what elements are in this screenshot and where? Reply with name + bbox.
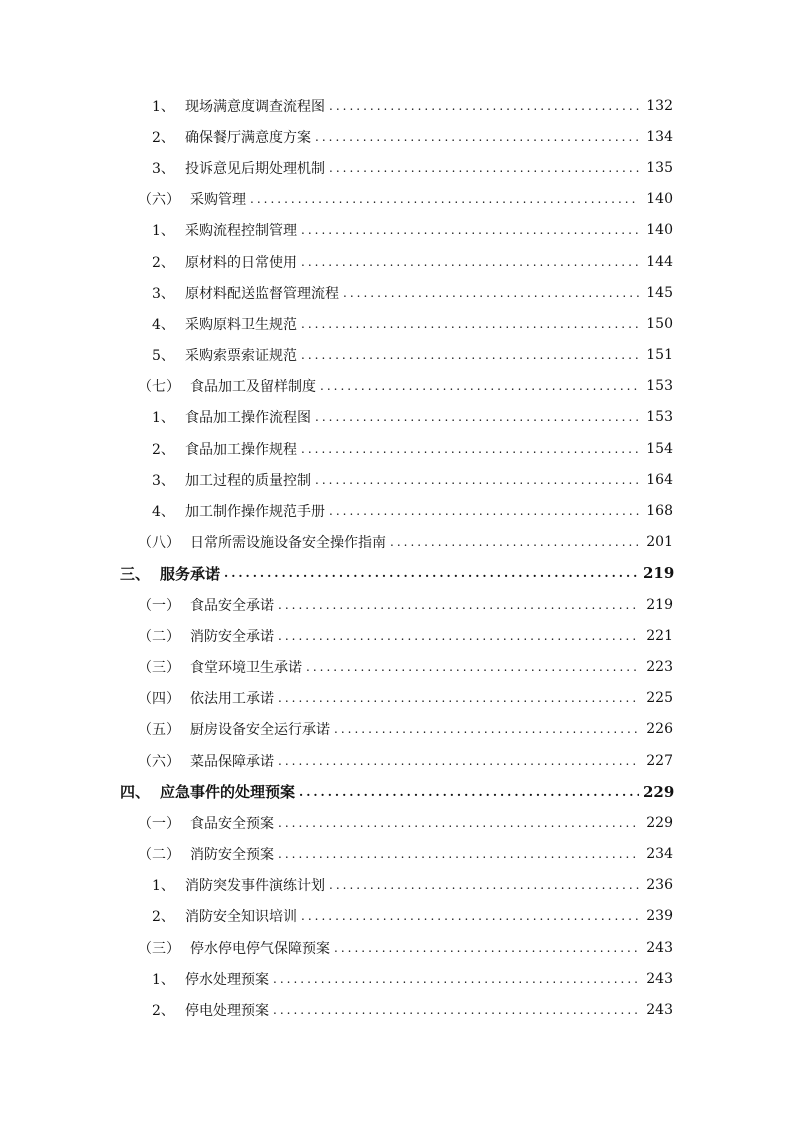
toc-entry-number: 1、: [152, 98, 175, 115]
toc-entry-title: 菜品保障承诺: [190, 753, 274, 770]
toc-entry[interactable]: [0, 589, 673, 620]
toc-entry[interactable]: [0, 651, 673, 682]
toc-entry-title: 加工过程的质量控制: [185, 472, 311, 489]
toc-entry-page: 135: [646, 159, 673, 176]
dot-leader: [343, 286, 639, 300]
toc-entry-number: 4、: [152, 316, 175, 333]
toc-entry-title: 投诉意见后期处理机制: [185, 160, 325, 177]
toc-entry-title: 食品安全预案: [190, 815, 274, 832]
toc-entry-number: （七）: [138, 379, 180, 396]
toc-entry-page: 144: [646, 253, 673, 270]
toc-entry-page: 145: [646, 284, 673, 301]
toc-entry[interactable]: [0, 963, 673, 994]
toc-entry-title: 消防安全承诺: [190, 628, 274, 645]
toc-entry-page: 168: [646, 503, 673, 520]
toc-entry-number: （一）: [138, 597, 180, 614]
toc-entry-title: 食品加工操作规程: [185, 441, 297, 458]
toc-entry-page: 132: [646, 97, 673, 114]
toc-entry-page: 140: [646, 222, 673, 239]
toc-entry-title: 厨房设备安全运行承诺: [190, 722, 330, 739]
toc-entry[interactable]: [0, 277, 673, 308]
toc-entry-number: （五）: [138, 722, 180, 739]
dot-leader: [301, 909, 639, 923]
toc-entry-title: 服务承诺: [160, 564, 221, 583]
dot-leader: [273, 972, 639, 986]
toc-entry[interactable]: [0, 433, 673, 464]
toc-entry[interactable]: [0, 839, 673, 870]
toc-entry-number: （二）: [138, 628, 180, 645]
toc-entry-page: 226: [646, 721, 673, 738]
toc-entry-number: 3、: [152, 160, 175, 177]
dot-leader: [278, 629, 639, 643]
toc-entry-page: 151: [646, 347, 673, 364]
dot-leader: [278, 691, 639, 705]
toc-entry-page: 153: [646, 409, 673, 426]
toc-entry-number: 2、: [152, 129, 175, 146]
table-of-contents: [0, 90, 793, 1026]
toc-entry-page: 223: [646, 658, 673, 675]
toc-entry-number: 1、: [152, 410, 175, 427]
toc-entry-page: 164: [646, 471, 673, 488]
toc-entry-title: 消防安全知识培训: [185, 909, 297, 926]
toc-entry[interactable]: [0, 870, 673, 901]
toc-entry-title: 采购索票索证规范: [185, 348, 297, 365]
toc-entry[interactable]: [0, 620, 673, 651]
toc-entry[interactable]: [0, 152, 673, 183]
dot-leader: [301, 255, 639, 269]
dot-leader: [224, 566, 639, 580]
dot-leader: [278, 754, 639, 768]
dot-leader: [306, 660, 639, 674]
toc-entry-number: 1、: [152, 878, 175, 895]
dot-leader: [334, 941, 639, 955]
toc-entry-title: 消防突发事件演练计划: [185, 878, 325, 895]
toc-entry-title: 停水处理预案: [185, 971, 269, 988]
toc-entry-title: 采购管理: [190, 192, 246, 209]
toc-entry-page: 239: [646, 908, 673, 925]
toc-entry[interactable]: [0, 340, 673, 371]
toc-entry-number: 5、: [152, 348, 175, 365]
toc-entry[interactable]: [0, 184, 673, 215]
toc-entry-number: （三）: [138, 659, 180, 676]
toc-entry-page: 153: [646, 378, 673, 395]
toc-entry-page: 134: [646, 128, 673, 145]
toc-entry-number: 1、: [152, 223, 175, 240]
toc-entry-number: （四）: [138, 691, 180, 708]
dot-leader: [299, 785, 639, 799]
toc-entry-title: 消防安全预案: [190, 847, 274, 864]
toc-entry-page: 219: [643, 564, 675, 583]
toc-entry[interactable]: [0, 246, 673, 277]
dot-leader: [250, 192, 639, 206]
toc-entry-number: 4、: [152, 504, 175, 521]
dot-leader: [329, 504, 639, 518]
toc-entry-number: 2、: [152, 1003, 175, 1020]
dot-leader: [278, 816, 639, 830]
toc-entry-number: 四、: [120, 783, 151, 802]
toc-entry-number: （三）: [138, 940, 180, 957]
dot-leader: [390, 535, 639, 549]
toc-entry[interactable]: [0, 90, 673, 121]
toc-entry-title: 应急事件的处理预案: [160, 783, 296, 802]
toc-entry-page: 150: [646, 315, 673, 332]
toc-entry-title: 采购原料卫生规范: [185, 316, 297, 333]
dot-leader: [278, 847, 639, 861]
toc-entry[interactable]: [0, 464, 673, 495]
dot-leader: [334, 722, 639, 736]
toc-entry[interactable]: [0, 745, 673, 776]
toc-entry-title: 停电处理预案: [185, 1003, 269, 1020]
toc-entry-page: 243: [646, 1002, 673, 1019]
toc-entry[interactable]: [0, 807, 673, 838]
dot-leader: [301, 223, 639, 237]
toc-entry-number: （二）: [138, 847, 180, 864]
toc-entry[interactable]: [0, 558, 673, 589]
toc-entry-page: 201: [646, 534, 673, 551]
toc-entry-number: 1、: [152, 971, 175, 988]
toc-entry-page: 221: [646, 627, 673, 644]
toc-entry-number: （一）: [138, 815, 180, 832]
toc-entry[interactable]: [0, 932, 673, 963]
dot-leader: [273, 1003, 639, 1017]
toc-entry-title: 食品安全承诺: [190, 597, 274, 614]
toc-entry-title: 加工制作操作规范手册: [185, 504, 325, 521]
toc-entry-page: 234: [646, 846, 673, 863]
toc-entry[interactable]: [0, 714, 673, 745]
dot-leader: [315, 473, 639, 487]
dot-leader: [301, 348, 639, 362]
toc-entry-title: 原材料配送监督管理流程: [185, 285, 339, 302]
toc-entry-number: （六）: [138, 192, 180, 209]
toc-entry-page: 243: [646, 939, 673, 956]
toc-entry-page: 227: [646, 752, 673, 769]
toc-entry[interactable]: [0, 527, 673, 558]
toc-entry[interactable]: [0, 683, 673, 714]
toc-entry-page: 229: [643, 782, 675, 801]
dot-leader: [329, 878, 639, 892]
toc-entry-title: 确保餐厅满意度方案: [185, 129, 311, 146]
dot-leader: [278, 598, 639, 612]
toc-entry-number: （八）: [138, 535, 180, 552]
dot-leader: [329, 99, 639, 113]
dot-leader: [301, 442, 639, 456]
toc-entry-page: 229: [646, 814, 673, 831]
dot-leader: [315, 410, 639, 424]
toc-entry[interactable]: [0, 495, 673, 526]
toc-entry-number: （六）: [138, 753, 180, 770]
toc-entry[interactable]: [0, 121, 673, 152]
toc-entry-page: 225: [646, 690, 673, 707]
toc-entry-title: 原材料的日常使用: [185, 254, 297, 271]
toc-entry-title: 采购流程控制管理: [185, 223, 297, 240]
toc-entry-title: 食堂环境卫生承诺: [190, 659, 302, 676]
dot-leader: [329, 161, 639, 175]
toc-entry-number: 三、: [120, 564, 151, 583]
toc-entry[interactable]: [0, 215, 673, 246]
toc-entry-number: 3、: [152, 285, 175, 302]
toc-entry-title: 停水停电停气保障预案: [190, 940, 330, 957]
toc-entry-title: 食品加工及留样制度: [190, 379, 316, 396]
toc-entry-title: 食品加工操作流程图: [185, 410, 311, 427]
toc-entry[interactable]: [0, 901, 673, 932]
toc-entry-number: 3、: [152, 472, 175, 489]
toc-entry-page: 154: [646, 440, 673, 457]
toc-entry-page: 236: [646, 877, 673, 894]
toc-entry-page: 219: [646, 596, 673, 613]
toc-entry-title: 依法用工承诺: [190, 691, 274, 708]
toc-entry[interactable]: [0, 776, 673, 807]
toc-entry[interactable]: [0, 402, 673, 433]
toc-entry-number: 2、: [152, 441, 175, 458]
toc-entry[interactable]: [0, 994, 673, 1025]
toc-entry-title: 现场满意度调查流程图: [185, 98, 325, 115]
dot-leader: [301, 317, 639, 331]
toc-entry[interactable]: [0, 308, 673, 339]
toc-entry[interactable]: [0, 371, 673, 402]
toc-entry-title: 日常所需设施设备安全操作指南: [190, 535, 386, 552]
toc-entry-number: 2、: [152, 909, 175, 926]
toc-entry-number: 2、: [152, 254, 175, 271]
dot-leader: [320, 379, 639, 393]
dot-leader: [315, 130, 639, 144]
toc-entry-page: 140: [646, 191, 673, 208]
toc-entry-page: 243: [646, 970, 673, 987]
